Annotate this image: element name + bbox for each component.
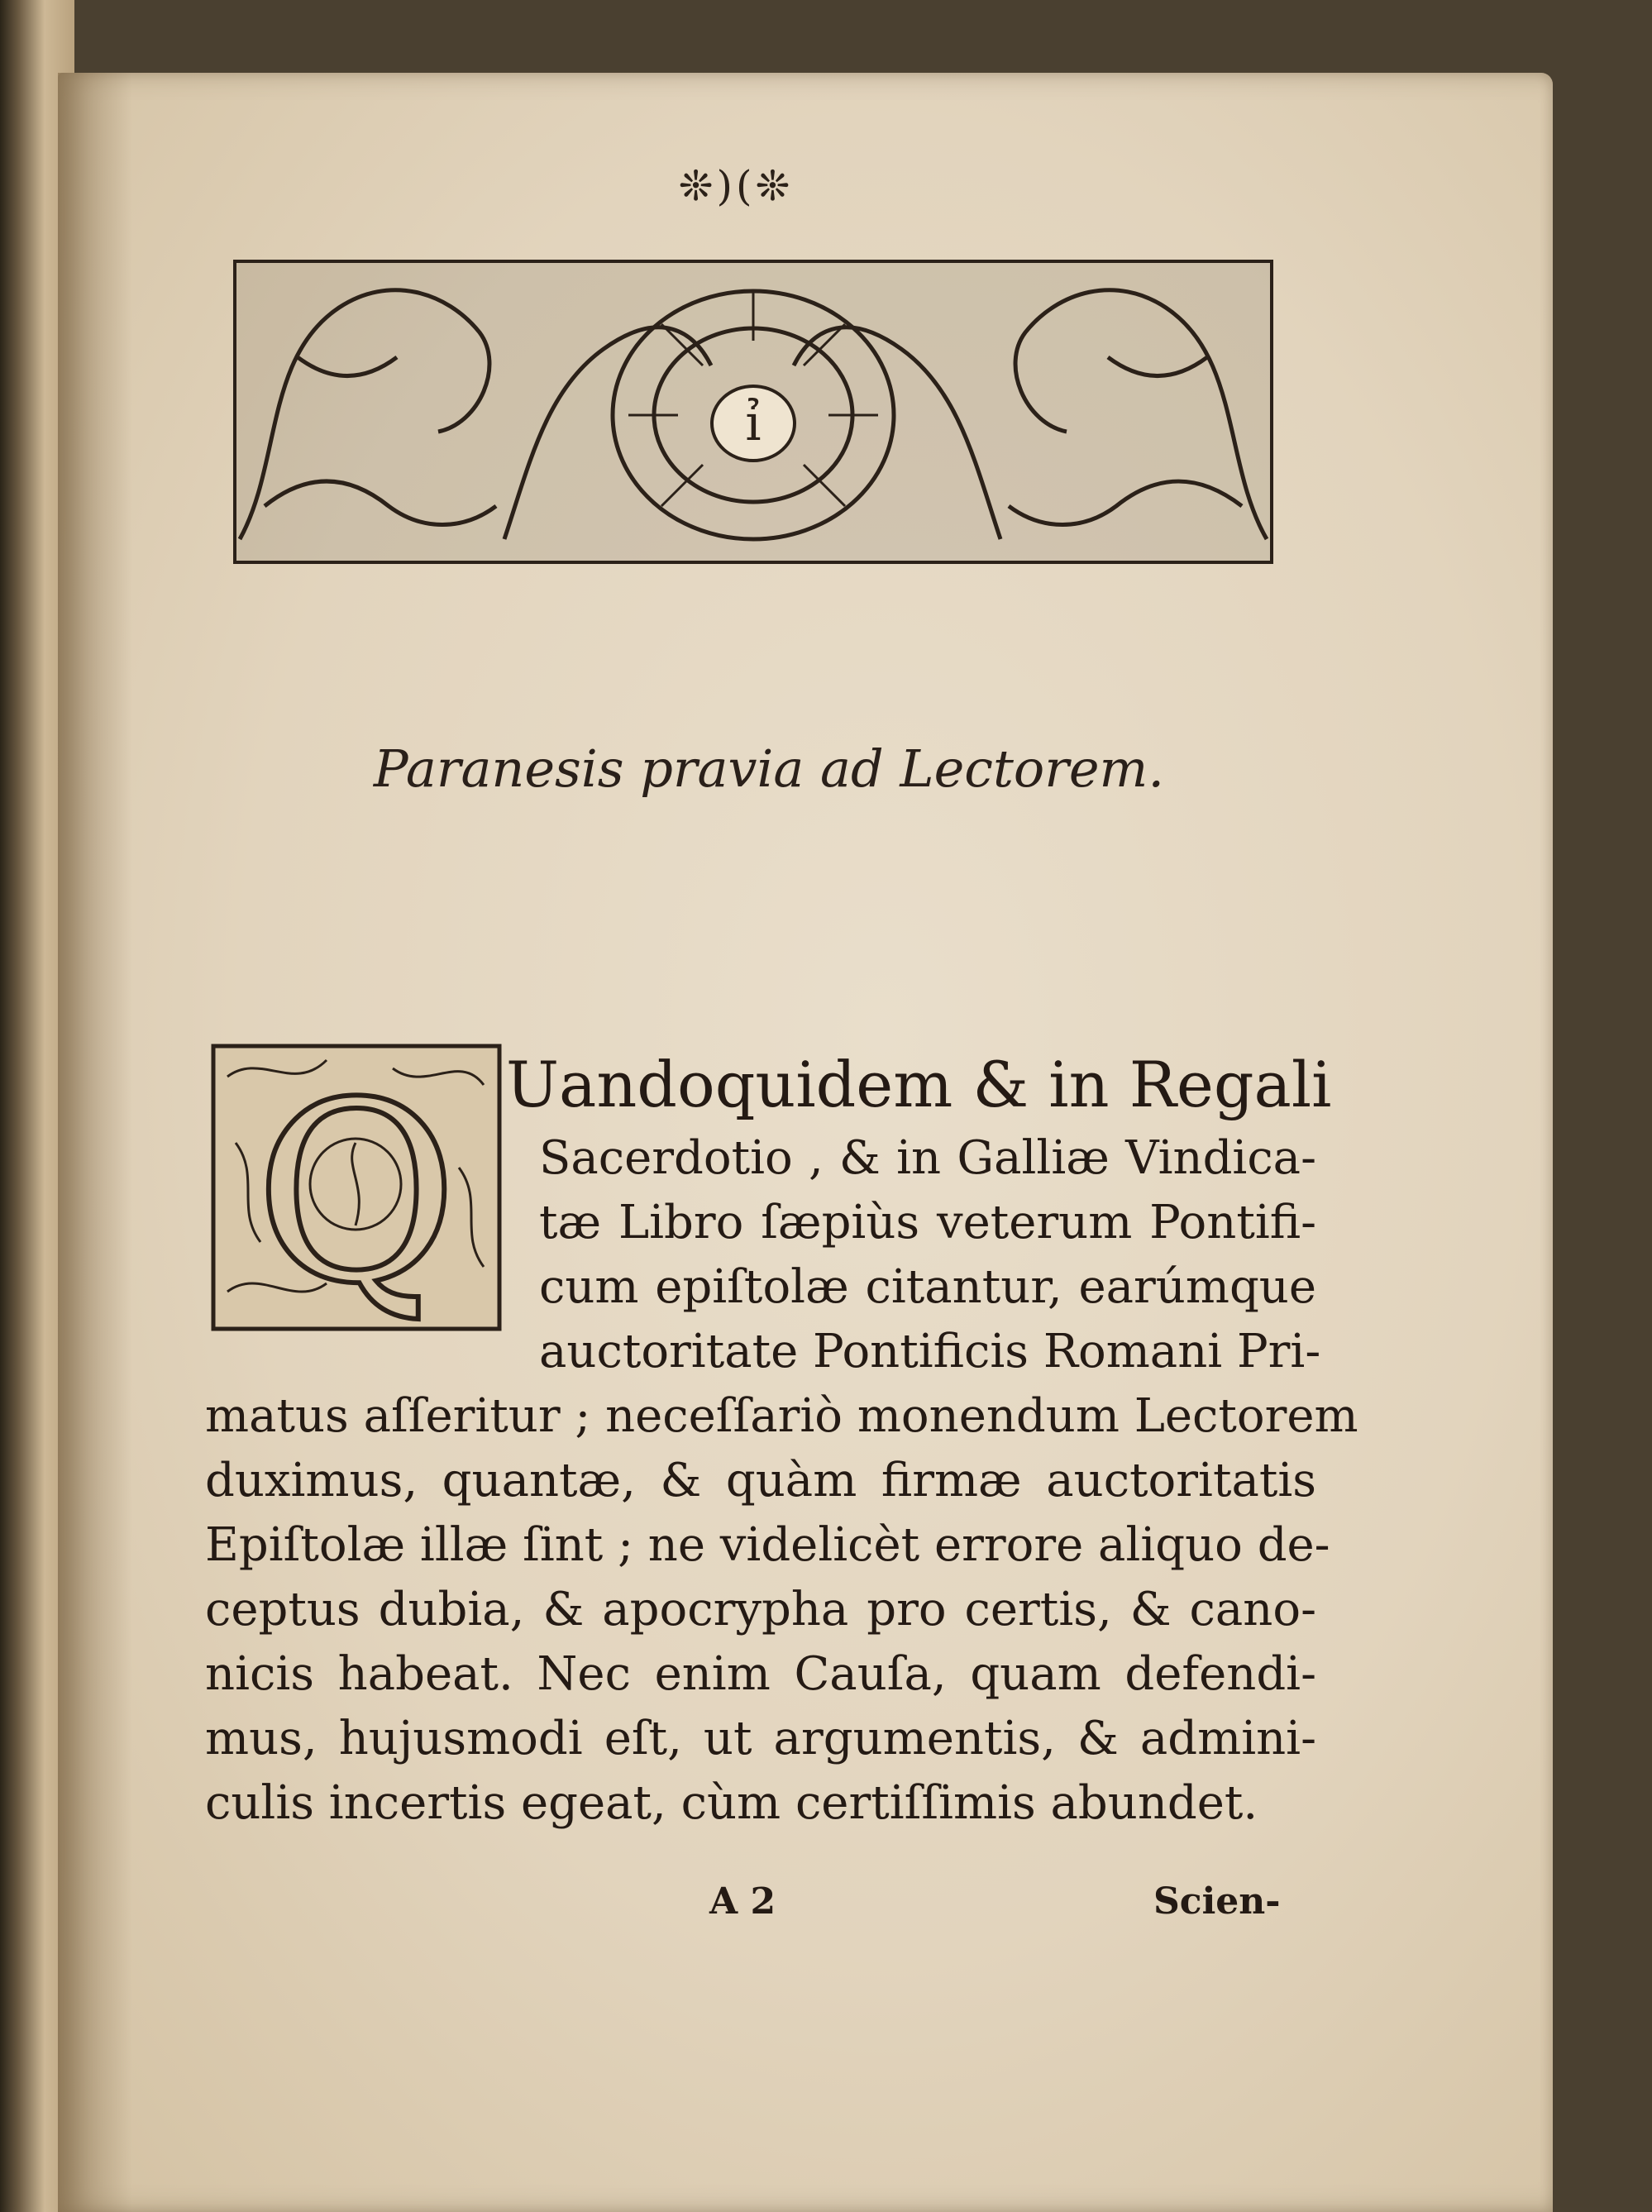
text-line-7: duximus, quantæ, & quàm firmæ auctoritatis <box>205 1454 1316 1507</box>
svg-text:Q: Q <box>255 1049 458 1331</box>
top-ornament: ❊)(❊ <box>678 162 794 210</box>
decorated-drop-cap <box>211 1044 502 1331</box>
text-line-9: ceptus dubia, & apocrypha pro certis, & cano- <box>205 1583 1316 1636</box>
text-line-3: tæ Libro ſæpiùs veterum Pontifi- <box>539 1196 1316 1249</box>
page-gutter-shadow <box>58 73 132 2212</box>
text-line-11: mus, hujusmodi eſt, ut argumentis, & admini- <box>205 1712 1316 1765</box>
catchword: Scien- <box>1153 1880 1281 1923</box>
text-line-4: cum epiſtolæ citantur, earúmque <box>539 1260 1316 1314</box>
text-line-8: Epiſtolæ illæ ſint ; ne videlicèt errore aliquo de- <box>205 1518 1330 1572</box>
text-line-12: culis incertis egeat, cùm certiſſimis abundet. <box>205 1776 1258 1830</box>
text-line-1: Uandoquidem & in Regali <box>506 1048 1332 1121</box>
text-line-2: Sacerdotio , & in Galliæ Vindica- <box>539 1131 1316 1185</box>
page-title: Paranesis pravia ad Lectorem. <box>373 738 1165 799</box>
text-line-5: auctoritate Pontificis Romani Pri- <box>539 1325 1321 1378</box>
signature-mark: A 2 <box>709 1880 776 1923</box>
text-line-6: matus aſſeritur ; neceſſariò monendum Lectorem <box>205 1389 1358 1443</box>
woodcut-headpiece <box>232 258 1275 566</box>
text-line-10: nicis habeat. Nec enim Cauſa, quam defendi- <box>205 1647 1316 1701</box>
svg-text:ỉ: ỉ <box>745 394 762 452</box>
